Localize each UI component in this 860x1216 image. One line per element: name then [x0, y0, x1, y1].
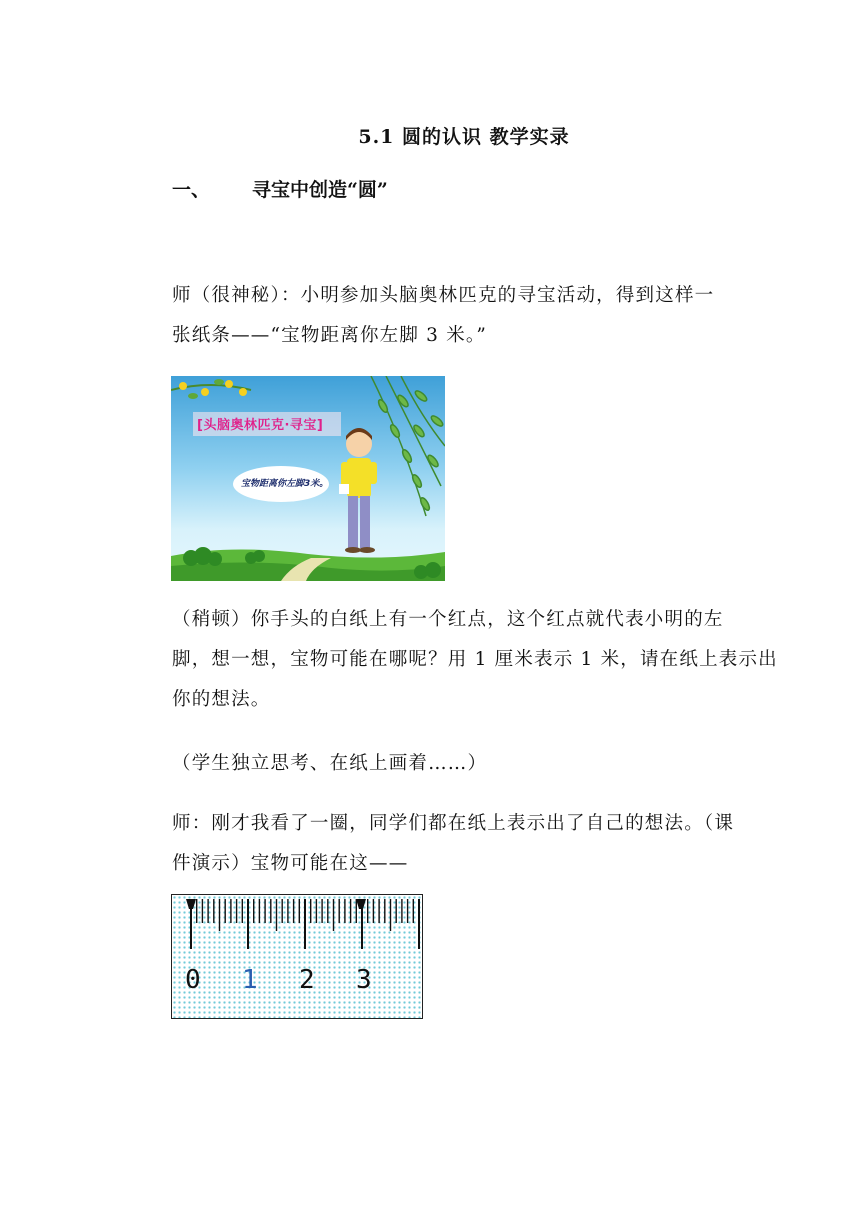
paragraph-1-line-2: 张纸条——“宝物距离你左脚 3 米。”	[172, 325, 487, 346]
ruler-tick-label: 0	[185, 965, 201, 995]
boy-figure-icon	[339, 428, 377, 553]
flower-vine-icon	[171, 379, 251, 399]
paragraph-2	[172, 600, 778, 720]
paragraph-2-line-3: 你的想法。	[172, 689, 271, 710]
section-heading: 寻宝中创造“圆”	[252, 179, 388, 201]
paragraph-4-line-1: 师：刚才我看了一圈，同学们都在纸上表示出了自己的想法。（课	[172, 813, 735, 834]
ruler-tick-label: 1	[242, 965, 258, 995]
ruler-illustration	[171, 894, 423, 1019]
paragraph-3-line-1: （学生独立思考、在纸上画着……）	[172, 753, 488, 774]
ruler-tick-label: 2	[299, 965, 315, 995]
paragraph-4-line-2: 件演示）宝物可能在这——	[172, 853, 409, 874]
treasure-hunt-illustration	[171, 376, 445, 581]
paragraph-1-line-1: 师（很神秘）：小明参加头脑奥林匹克的寻宝活动，得到这样一	[172, 285, 715, 306]
paragraph-2-line-2: 脚，想一想，宝物可能在哪呢？用 1 厘米表示 1 米，请在纸上表示出	[172, 649, 778, 670]
banner-title: [头脑奥林匹克·寻宝]	[197, 418, 324, 433]
paragraph-3	[172, 744, 734, 784]
paragraph-1	[172, 276, 734, 356]
treasure-note: 宝物距离你左脚3米。	[241, 479, 329, 489]
page-title: 5.1 圆的认识 教学实录	[358, 126, 570, 148]
ruler-tick-label: 3	[356, 965, 372, 995]
ruler-svg	[172, 895, 422, 1018]
paragraph-4	[172, 804, 734, 884]
section-number: 一、	[172, 179, 211, 201]
ruler-ticks	[191, 899, 419, 949]
paragraph-2-line-1: （稍顿）你手头的白纸上有一个红点，这个红点就代表小明的左	[172, 609, 724, 630]
willow-tree-icon	[371, 376, 445, 516]
left-marker-icon	[186, 899, 196, 909]
right-marker-icon	[356, 899, 366, 909]
